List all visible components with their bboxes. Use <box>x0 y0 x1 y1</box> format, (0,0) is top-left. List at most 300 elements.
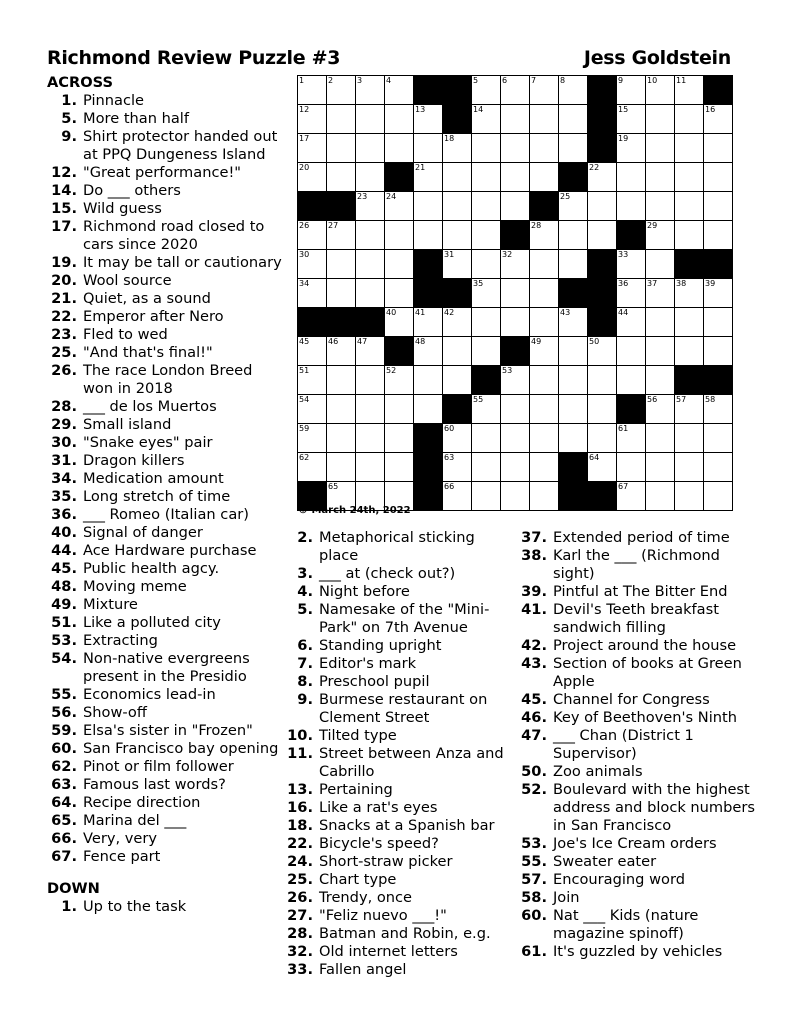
clue-number: 25. <box>51 344 77 361</box>
grid-cell[interactable] <box>617 134 646 163</box>
grid-cell[interactable] <box>588 192 617 221</box>
across-clue <box>47 254 282 272</box>
clue-number: 26. <box>51 362 77 379</box>
grid-cell[interactable] <box>327 424 356 453</box>
grid-cell[interactable] <box>327 395 356 424</box>
clue-number: 1. <box>61 92 77 109</box>
grid-cell[interactable] <box>443 163 472 192</box>
cell-number: 19 <box>618 134 629 143</box>
grid-cell[interactable] <box>385 308 414 337</box>
grid-cell[interactable] <box>675 482 704 511</box>
cell-number: 49 <box>531 337 542 346</box>
grid-cell[interactable] <box>298 395 327 424</box>
clue-text: ___ de los Muertos <box>83 398 217 415</box>
grid-cell[interactable] <box>501 308 530 337</box>
grid-cell[interactable] <box>327 134 356 163</box>
grid-cell[interactable] <box>327 453 356 482</box>
clue-text: Zoo animals <box>553 763 643 780</box>
clue-text: Channel for Congress <box>553 691 710 708</box>
grid-cell[interactable] <box>327 163 356 192</box>
grid-cell[interactable] <box>588 424 617 453</box>
clue-number: 18. <box>287 817 313 834</box>
grid-cell[interactable] <box>472 337 501 366</box>
grid-cell[interactable] <box>298 453 327 482</box>
grid-cell[interactable] <box>530 395 559 424</box>
grid-cell[interactable] <box>385 424 414 453</box>
black-square <box>414 482 443 511</box>
grid-cell[interactable] <box>414 163 443 192</box>
clue-number: 3. <box>297 565 313 582</box>
grid-cell[interactable] <box>704 453 733 482</box>
grid-cell[interactable] <box>675 134 704 163</box>
down-clue <box>517 889 757 907</box>
grid-cell[interactable] <box>646 192 675 221</box>
grid-cell[interactable] <box>327 279 356 308</box>
grid-cell[interactable] <box>414 308 443 337</box>
clue-number: 55. <box>521 853 547 870</box>
grid-cell[interactable] <box>675 308 704 337</box>
grid-cell[interactable] <box>704 337 733 366</box>
grid-cell[interactable] <box>617 453 646 482</box>
clue-number: 22. <box>287 835 313 852</box>
black-square <box>298 308 327 337</box>
cell-number: 42 <box>444 308 455 317</box>
across-clue <box>47 470 282 488</box>
grid-cell[interactable] <box>443 337 472 366</box>
grid-cell[interactable] <box>704 163 733 192</box>
grid-cell[interactable] <box>414 337 443 366</box>
grid-cell[interactable] <box>501 163 530 192</box>
grid-cell[interactable] <box>530 337 559 366</box>
grid-cell[interactable] <box>646 308 675 337</box>
grid-cell[interactable] <box>356 134 385 163</box>
cell-number: 54 <box>299 395 310 404</box>
down-clue <box>517 637 757 655</box>
grid-cell[interactable] <box>559 76 588 105</box>
grid-cell[interactable] <box>704 395 733 424</box>
clue-number: 34. <box>51 470 77 487</box>
clue-text: Emperor after Nero <box>83 308 224 325</box>
grid-cell[interactable] <box>675 453 704 482</box>
grid-cell[interactable] <box>414 366 443 395</box>
grid-cell[interactable] <box>617 250 646 279</box>
grid-cell[interactable] <box>443 221 472 250</box>
grid-cell[interactable] <box>298 134 327 163</box>
black-square <box>559 279 588 308</box>
grid-cell[interactable] <box>327 221 356 250</box>
grid-cell[interactable] <box>414 221 443 250</box>
grid-cell[interactable] <box>617 482 646 511</box>
grid-cell[interactable] <box>385 453 414 482</box>
grid-cell[interactable] <box>443 192 472 221</box>
grid-cell[interactable] <box>617 105 646 134</box>
grid-cell[interactable] <box>298 163 327 192</box>
cell-number: 20 <box>299 163 310 172</box>
grid-cell[interactable] <box>559 221 588 250</box>
grid-cell[interactable] <box>501 105 530 134</box>
cell-number: 31 <box>444 250 455 259</box>
grid-cell[interactable] <box>356 424 385 453</box>
cell-number: 8 <box>560 76 566 85</box>
cell-number: 36 <box>618 279 629 288</box>
grid-cell[interactable] <box>356 366 385 395</box>
clue-number: 38. <box>521 547 547 564</box>
clue-column-2 <box>283 529 513 979</box>
grid-cell[interactable] <box>675 163 704 192</box>
grid-cell[interactable] <box>443 250 472 279</box>
down-clue <box>517 907 757 943</box>
across-clue <box>47 164 282 182</box>
clue-number: 59. <box>51 722 77 739</box>
grid-cell[interactable] <box>530 221 559 250</box>
grid-cell[interactable] <box>443 308 472 337</box>
clue-text: Sweater eater <box>553 853 657 870</box>
grid-cell[interactable] <box>675 221 704 250</box>
clue-number: 54. <box>51 650 77 667</box>
cell-number: 16 <box>705 105 716 114</box>
across-clue-list <box>47 92 282 866</box>
grid-cell[interactable] <box>327 366 356 395</box>
clue-text: Snacks at a Spanish bar <box>319 817 495 834</box>
clue-number: 50. <box>521 763 547 780</box>
grid-cell[interactable] <box>704 308 733 337</box>
clue-text: Show-off <box>83 704 147 721</box>
grid-cell[interactable] <box>385 105 414 134</box>
grid-cell[interactable] <box>327 250 356 279</box>
grid-cell[interactable] <box>385 221 414 250</box>
clue-number: 52. <box>521 781 547 798</box>
grid-cell[interactable] <box>530 250 559 279</box>
clue-text: Bicycle's speed? <box>319 835 439 852</box>
grid-cell[interactable] <box>646 134 675 163</box>
grid-cell[interactable] <box>414 395 443 424</box>
grid-cell[interactable] <box>501 250 530 279</box>
grid-cell[interactable] <box>704 134 733 163</box>
grid-cell[interactable] <box>646 105 675 134</box>
across-clue <box>47 722 282 740</box>
down-clue <box>517 691 757 709</box>
grid-cell[interactable] <box>472 105 501 134</box>
grid-cell[interactable] <box>588 221 617 250</box>
grid-cell[interactable] <box>530 134 559 163</box>
clue-text: ___ Romeo (Italian car) <box>83 506 249 523</box>
grid-cell[interactable] <box>675 279 704 308</box>
grid-cell[interactable] <box>385 395 414 424</box>
grid-cell[interactable] <box>559 192 588 221</box>
cell-number: 4 <box>386 76 392 85</box>
grid-cell[interactable] <box>646 163 675 192</box>
grid-cell[interactable] <box>472 395 501 424</box>
grid-cell[interactable] <box>356 250 385 279</box>
grid-cell[interactable] <box>385 250 414 279</box>
grid-cell[interactable] <box>530 453 559 482</box>
clue-text: Editor's mark <box>319 655 417 672</box>
black-square <box>443 105 472 134</box>
clue-number: 58. <box>521 889 547 906</box>
cell-number: 60 <box>444 424 455 433</box>
cell-number: 56 <box>647 395 658 404</box>
grid-cell[interactable] <box>385 134 414 163</box>
grid-cell[interactable] <box>704 482 733 511</box>
grid-cell[interactable] <box>588 163 617 192</box>
grid-cell[interactable] <box>414 105 443 134</box>
grid-cell[interactable] <box>646 279 675 308</box>
grid-cell[interactable] <box>298 105 327 134</box>
grid-cell[interactable] <box>675 76 704 105</box>
clue-number: 64. <box>51 794 77 811</box>
down-clue-list-3 <box>517 529 757 961</box>
cell-number: 7 <box>531 76 537 85</box>
grid-cell[interactable] <box>443 134 472 163</box>
clue-number: 53. <box>51 632 77 649</box>
clue-text: Street between Anza and Cabrillo <box>319 745 504 780</box>
grid-cell[interactable] <box>530 76 559 105</box>
grid-cell[interactable] <box>617 163 646 192</box>
clue-number: 27. <box>287 907 313 924</box>
grid-cell[interactable] <box>443 366 472 395</box>
down-clue <box>517 601 757 637</box>
grid-cell[interactable] <box>472 221 501 250</box>
clue-number: 10. <box>287 727 313 744</box>
grid-cell[interactable] <box>646 453 675 482</box>
grid-cell[interactable] <box>530 105 559 134</box>
cell-number: 40 <box>386 308 397 317</box>
grid-cell[interactable] <box>559 395 588 424</box>
grid-cell[interactable] <box>443 453 472 482</box>
grid-cell[interactable] <box>298 279 327 308</box>
grid-cell[interactable] <box>501 482 530 511</box>
grid-cell[interactable] <box>298 424 327 453</box>
clue-number: 23. <box>51 326 77 343</box>
down-clue <box>283 889 513 907</box>
clue-number: 61. <box>521 943 547 960</box>
clue-text: Very, very <box>83 830 157 847</box>
grid-cell[interactable] <box>588 366 617 395</box>
down-clue <box>517 529 757 547</box>
cell-number: 13 <box>415 105 426 114</box>
grid-cell[interactable] <box>530 308 559 337</box>
clue-number: 19. <box>51 254 77 271</box>
grid-cell[interactable] <box>501 76 530 105</box>
grid-cell[interactable] <box>617 76 646 105</box>
grid-cell[interactable] <box>646 337 675 366</box>
grid-cell[interactable] <box>472 76 501 105</box>
clue-text: Richmond road closed to cars since 2020 <box>83 218 265 253</box>
grid-cell[interactable] <box>356 192 385 221</box>
clue-text: Extended period of time <box>553 529 730 546</box>
clue-text: San Francisco bay opening <box>83 740 279 757</box>
black-square <box>559 453 588 482</box>
grid-cell[interactable] <box>675 337 704 366</box>
black-square <box>298 192 327 221</box>
grid-cell[interactable] <box>530 163 559 192</box>
grid-cell[interactable] <box>443 482 472 511</box>
grid-cell[interactable] <box>356 337 385 366</box>
black-square <box>414 279 443 308</box>
clue-text: Trendy, once <box>319 889 413 906</box>
grid-cell[interactable] <box>675 105 704 134</box>
grid-cell[interactable] <box>472 192 501 221</box>
cell-number: 26 <box>299 221 310 230</box>
grid-cell[interactable] <box>617 192 646 221</box>
grid-cell[interactable] <box>472 279 501 308</box>
grid-cell[interactable] <box>675 395 704 424</box>
across-clue <box>47 830 282 848</box>
clue-text: Like a rat's eyes <box>319 799 438 816</box>
clue-number: 45. <box>51 560 77 577</box>
grid-cell[interactable] <box>327 105 356 134</box>
across-clue <box>47 506 282 524</box>
grid-cell[interactable] <box>530 424 559 453</box>
clue-number: 20. <box>51 272 77 289</box>
clue-text: "Great performance!" <box>83 164 242 181</box>
grid-cell[interactable] <box>356 76 385 105</box>
grid-cell[interactable] <box>530 279 559 308</box>
grid-cell[interactable] <box>675 192 704 221</box>
grid-cell[interactable] <box>530 366 559 395</box>
grid-cell[interactable] <box>588 453 617 482</box>
clue-text: Karl the ___ (Richmond sight) <box>553 547 720 582</box>
cell-number: 10 <box>647 76 658 85</box>
grid-cell[interactable] <box>385 76 414 105</box>
grid-cell[interactable] <box>298 337 327 366</box>
cell-number: 12 <box>299 105 310 114</box>
grid-cell[interactable] <box>501 424 530 453</box>
black-square <box>704 250 733 279</box>
grid-cell[interactable] <box>646 482 675 511</box>
grid-cell[interactable] <box>617 424 646 453</box>
grid-cell[interactable] <box>530 482 559 511</box>
clue-number: 55. <box>51 686 77 703</box>
clue-text: Famous last words? <box>83 776 226 793</box>
grid-cell[interactable] <box>327 337 356 366</box>
grid-cell[interactable] <box>617 279 646 308</box>
grid-cell[interactable] <box>472 308 501 337</box>
down-clue <box>283 871 513 889</box>
grid-cell[interactable] <box>559 105 588 134</box>
grid-cell[interactable] <box>472 163 501 192</box>
down-clue <box>283 799 513 817</box>
clue-number: 13. <box>287 781 313 798</box>
grid-cell[interactable] <box>472 424 501 453</box>
grid-cell[interactable] <box>356 453 385 482</box>
grid-cell[interactable] <box>501 453 530 482</box>
grid-cell[interactable] <box>646 76 675 105</box>
clue-text: "Snake eyes" pair <box>83 434 213 451</box>
grid-cell[interactable] <box>617 337 646 366</box>
across-clue <box>47 344 282 362</box>
across-clue <box>47 290 282 308</box>
grid-cell[interactable] <box>704 424 733 453</box>
clue-number: 29. <box>51 416 77 433</box>
across-clue <box>47 776 282 794</box>
down-clue <box>283 691 513 727</box>
clue-text: Key of Beethoven's Ninth <box>553 709 737 726</box>
black-square <box>559 482 588 511</box>
grid-cell[interactable] <box>646 250 675 279</box>
grid-cell[interactable] <box>472 134 501 163</box>
grid-cell[interactable] <box>443 424 472 453</box>
across-clue <box>47 650 282 686</box>
grid-cell[interactable] <box>646 424 675 453</box>
cell-number: 23 <box>357 192 368 201</box>
black-square <box>501 337 530 366</box>
grid-cell[interactable] <box>298 366 327 395</box>
grid-cell[interactable] <box>704 221 733 250</box>
down-clue <box>283 817 513 835</box>
grid-cell[interactable] <box>588 395 617 424</box>
clue-number: 1. <box>61 898 77 915</box>
grid-cell[interactable] <box>298 250 327 279</box>
clue-number: 36. <box>51 506 77 523</box>
across-clue <box>47 524 282 542</box>
grid-cell[interactable] <box>617 366 646 395</box>
grid-cell[interactable] <box>675 424 704 453</box>
black-square <box>588 250 617 279</box>
grid-cell[interactable] <box>472 250 501 279</box>
cell-number: 27 <box>328 221 339 230</box>
grid-cell[interactable] <box>559 308 588 337</box>
grid-cell[interactable] <box>356 279 385 308</box>
grid-cell[interactable] <box>559 366 588 395</box>
grid-cell[interactable] <box>704 105 733 134</box>
grid-cell[interactable] <box>646 395 675 424</box>
grid-cell[interactable] <box>385 279 414 308</box>
grid-cell[interactable] <box>414 192 443 221</box>
grid-cell[interactable] <box>501 366 530 395</box>
cell-number: 34 <box>299 279 310 288</box>
clue-text: Recipe direction <box>83 794 201 811</box>
cell-number: 22 <box>589 163 600 172</box>
grid-cell[interactable] <box>559 337 588 366</box>
grid-cell[interactable] <box>501 395 530 424</box>
grid-cell[interactable] <box>646 221 675 250</box>
grid-cell[interactable] <box>356 221 385 250</box>
grid-cell[interactable] <box>298 221 327 250</box>
grid-cell[interactable] <box>298 76 327 105</box>
grid-cell[interactable] <box>356 163 385 192</box>
clue-text: Burmese restaurant on Clement Street <box>319 691 488 726</box>
grid-cell[interactable] <box>501 134 530 163</box>
grid-cell[interactable] <box>414 134 443 163</box>
clue-text: "And that's final!" <box>83 344 213 361</box>
grid-cell[interactable] <box>385 366 414 395</box>
grid-cell[interactable] <box>617 308 646 337</box>
black-square <box>385 337 414 366</box>
down-clue <box>283 781 513 799</box>
grid-cell[interactable] <box>559 250 588 279</box>
grid-cell[interactable] <box>472 482 501 511</box>
grid-cell[interactable] <box>646 366 675 395</box>
grid-cell[interactable] <box>385 192 414 221</box>
grid-cell[interactable] <box>559 424 588 453</box>
clue-number: 63. <box>51 776 77 793</box>
grid-cell[interactable] <box>501 279 530 308</box>
clue-text: Namesake of the "Mini-Park" on 7th Avenue <box>319 601 490 636</box>
grid-cell[interactable] <box>356 105 385 134</box>
grid-cell[interactable] <box>356 395 385 424</box>
grid-cell[interactable] <box>704 192 733 221</box>
clue-number: 33. <box>287 961 313 978</box>
grid-cell[interactable] <box>559 134 588 163</box>
grid-cell[interactable] <box>472 453 501 482</box>
grid-cell[interactable] <box>327 76 356 105</box>
grid-cell[interactable] <box>704 279 733 308</box>
grid-cell[interactable] <box>501 192 530 221</box>
clue-number: 8. <box>297 673 313 690</box>
grid-cell[interactable] <box>588 337 617 366</box>
cell-number: 28 <box>531 221 542 230</box>
